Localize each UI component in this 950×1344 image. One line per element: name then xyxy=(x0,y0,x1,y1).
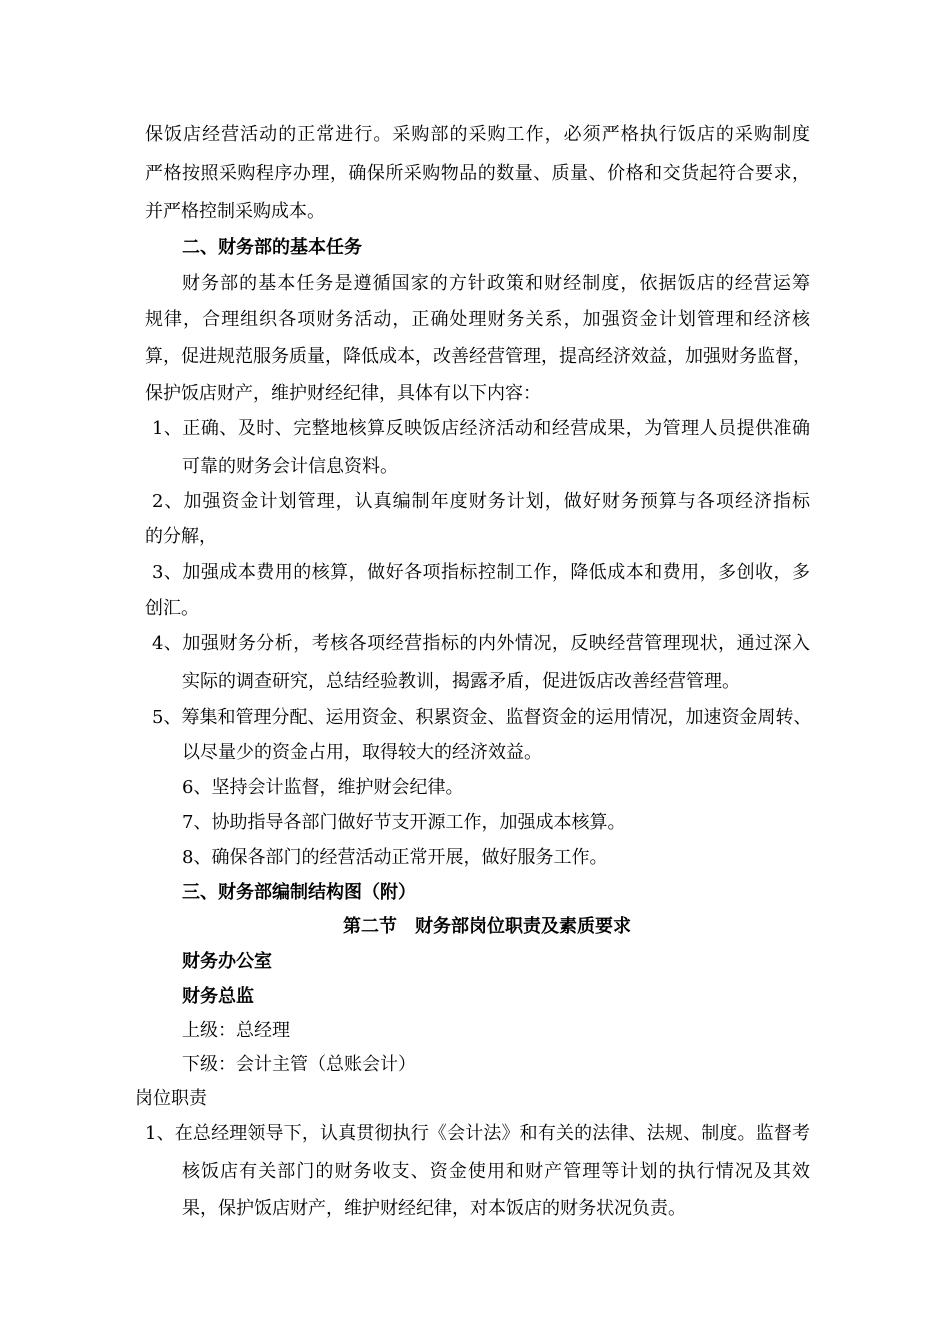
intro-line-2: 严格按照采购程序办理，确保所采购物品的数量、质量、价格和交货起符合要求， xyxy=(145,163,810,184)
duty-1-line-1: 1、在总经理领导下，认真贯彻执行《会计法》和有关的法律、法规、制度。监督考 xyxy=(145,1123,810,1144)
task-item-4-line-2: 实际的调查研究，总结经验教训，揭露矛盾，促进饭店改善经营管理。 xyxy=(182,671,740,692)
task-item-2-line-1: 2、加强资金计划管理，认真编制年度财务计划，做好财务预算与各项经济指标 xyxy=(152,491,810,512)
task-item-3-line-1: 3、加强成本费用的核算，做好各项指标控制工作，降低成本和费用，多创收，多 xyxy=(152,562,810,583)
task-item-3-line-2: 创汇。 xyxy=(145,598,199,619)
subordinate-line: 下级：会计主管（总账会计） xyxy=(182,1054,416,1075)
task-item-5-line-1: 5、筹集和管理分配、运用资金、积累资金、监督资金的运用情况，加速资金周转、 xyxy=(152,707,812,728)
task-paragraph-line-4: 保护饭店财产，维护财经纪律，具体有以下内容： xyxy=(145,383,541,404)
heading-org-chart: 三、财务部编制结构图（附） xyxy=(182,882,416,903)
task-item-1-line-1: 1、正确、及时、完整地核算反映饭店经济活动和经营成果，为管理人员提供准确 xyxy=(152,418,810,439)
task-item-1-line-2: 可靠的财务会计信息资料。 xyxy=(182,456,398,477)
intro-line-1: 保饭店经营活动的正常进行。采购部的采购工作，必须严格执行饭店的采购制度 xyxy=(145,124,810,145)
task-item-5-line-2: 以尽量少的资金占用，取得较大的经济效益。 xyxy=(182,742,542,763)
duty-1-line-3: 果，保护饭店财产，维护财经纪律，对本饭店的财务状况负责。 xyxy=(182,1198,686,1219)
superior-line: 上级：总经理 xyxy=(182,1020,290,1041)
heading-basic-tasks: 二、财务部的基本任务 xyxy=(182,237,362,258)
office-title: 财务办公室 xyxy=(182,951,272,972)
duties-label: 岗位职责 xyxy=(135,1088,207,1109)
task-paragraph-line-2: 规律，合理组织各项财务活动，正确处理财务关系，加强资金计划管理和经济核 xyxy=(145,309,810,330)
duty-1-line-2: 核饭店有关部门的财务收支、资金使用和财产管理等计划的执行情况及其效 xyxy=(182,1161,810,1182)
task-item-6: 6、坚持会计监督，维护财会纪律。 xyxy=(182,777,464,798)
position-title: 财务总监 xyxy=(182,986,254,1007)
task-item-4-line-1: 4、加强财务分析，考核各项经营指标的内外情况，反映经营管理现状，通过深入 xyxy=(152,633,810,654)
section-title: 第二节 财务部岗位职责及素质要求 xyxy=(343,916,631,937)
task-item-2-line-2: 的分解， xyxy=(145,526,217,547)
task-item-7: 7、协助指导各部门做好节支开源工作，加强成本核算。 xyxy=(182,812,626,833)
intro-line-3: 并严格控制采购成本。 xyxy=(145,201,325,222)
task-item-8: 8、确保各部门的经营活动正常开展，做好服务工作。 xyxy=(182,847,608,868)
task-paragraph-line-3: 算，促进规范服务质量，降低成本，改善经营管理，提高经济效益，加强财务监督， xyxy=(145,346,811,367)
task-paragraph-line-1: 财务部的基本任务是遵循国家的方针政策和财经制度，依据饭店的经营运筹 xyxy=(182,273,810,294)
